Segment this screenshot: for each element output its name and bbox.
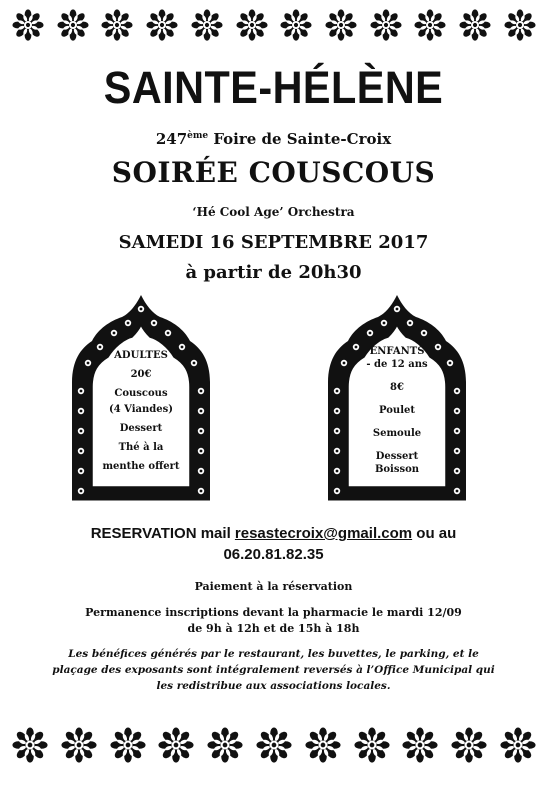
benefits-line-2: plaçage des exposants sont intégralement reversés à l’Office Municipal qui bbox=[52, 664, 495, 676]
arabesque-tile-icon bbox=[500, 727, 536, 763]
arabesque-tile-icon bbox=[12, 727, 48, 763]
reservation-phone: 06.20.81.82.35 bbox=[223, 546, 324, 563]
children-menu bbox=[347, 345, 447, 476]
menu-line: Dessert bbox=[119, 423, 163, 434]
menu-line: menthe offert bbox=[102, 461, 180, 472]
event-title: SOIRÉE COUSCOUS bbox=[111, 156, 436, 189]
arabesque-tile-icon bbox=[414, 9, 446, 41]
menu-line: - de 12 ans bbox=[366, 359, 428, 370]
arabesque-tile-icon bbox=[325, 9, 357, 41]
menu-line: Thé à la bbox=[118, 442, 164, 453]
arabesque-tile-icon bbox=[504, 9, 536, 41]
menu-line: Poulet bbox=[379, 405, 415, 416]
menu-line: Boisson bbox=[374, 464, 420, 475]
benefits-line-3: les redistribue aux associations locales. bbox=[156, 680, 391, 692]
arabesque-tile-icon bbox=[158, 727, 194, 763]
benefits-line-1: Les bénéfices générés par le restaurant, les buvettes, le parking, et le bbox=[68, 648, 479, 660]
menu-line: Couscous bbox=[114, 388, 168, 399]
arabesque-tile-icon bbox=[280, 9, 312, 41]
foire-ordinal: ème bbox=[187, 131, 209, 141]
arabesque-tile-icon bbox=[305, 727, 341, 763]
permanence-line-1: Permanence inscriptions devant la pharmacie le mardi 12/09 bbox=[85, 606, 462, 619]
arabesque-tile-icon bbox=[207, 727, 243, 763]
foire-subtitle bbox=[0, 130, 547, 148]
top-ornament-border bbox=[12, 8, 536, 42]
arabesque-tile-icon bbox=[236, 9, 268, 41]
page-title: SAINTE-HÉLÈNE bbox=[103, 62, 444, 113]
arabesque-tile-icon bbox=[57, 9, 89, 41]
arabesque-tile-icon bbox=[354, 727, 390, 763]
arabesque-tile-icon bbox=[61, 727, 97, 763]
permanence-line-2: de 9h à 12h et de 15h à 18h bbox=[187, 622, 360, 635]
arabesque-tile-icon bbox=[451, 727, 487, 763]
arabesque-tile-icon bbox=[256, 727, 292, 763]
reservation-line bbox=[0, 525, 547, 542]
arabesque-tile-icon bbox=[402, 727, 438, 763]
arabesque-tile-icon bbox=[101, 9, 133, 41]
menu-line: ENFANTS bbox=[369, 346, 425, 357]
reservation-email-link[interactable]: resastecroix@gmail.com bbox=[234, 525, 413, 542]
menu-line: (4 Viandes) bbox=[108, 404, 174, 415]
menu-line: Dessert bbox=[375, 451, 419, 462]
event-date: SAMEDI 16 SEPTEMBRE 2017 bbox=[118, 232, 429, 253]
orchestra-name: ‘Hé Cool Age’ Orchestra bbox=[192, 205, 355, 219]
menu-line: ADULTES bbox=[114, 350, 168, 361]
bottom-ornament-border bbox=[12, 725, 536, 765]
arabesque-tile-icon bbox=[12, 9, 44, 41]
reservation-suffix: ou au bbox=[412, 525, 457, 542]
arabesque-tile-icon bbox=[191, 9, 223, 41]
event-time: à partir de 20h30 bbox=[185, 262, 362, 283]
foire-number: 247 bbox=[155, 130, 188, 148]
reservation-label: RESERVATION mail bbox=[90, 525, 235, 542]
adults-menu bbox=[91, 349, 191, 473]
menu-line: Semoule bbox=[372, 428, 422, 439]
payment-note: Paiement à la réservation bbox=[194, 580, 353, 593]
arabesque-tile-icon bbox=[146, 9, 178, 41]
foire-name: Foire de Sainte-Croix bbox=[208, 130, 392, 148]
menu-line: 20€ bbox=[130, 369, 152, 380]
arabesque-tile-icon bbox=[370, 9, 402, 41]
arabesque-tile-icon bbox=[110, 727, 146, 763]
menu-line: 8€ bbox=[390, 382, 404, 393]
arabesque-tile-icon bbox=[459, 9, 491, 41]
